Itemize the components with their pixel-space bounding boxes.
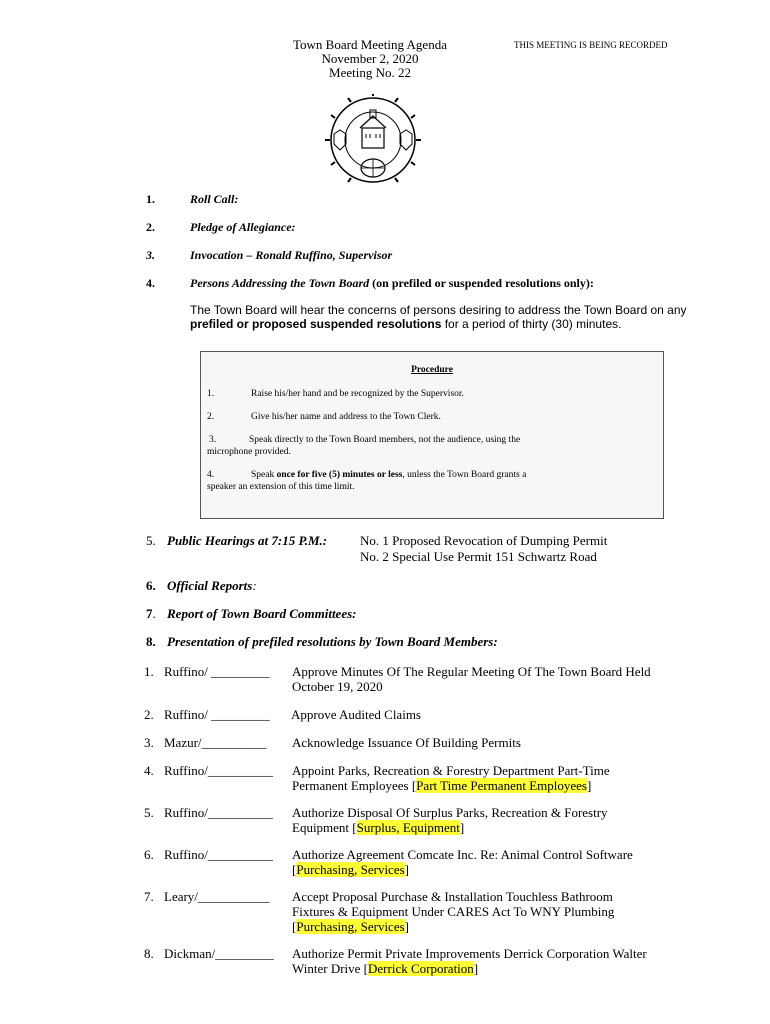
item-4-heading bbox=[190, 276, 594, 291]
item-4-title: Persons Addressing the Town Board bbox=[190, 276, 370, 290]
resolution-8-line-2-text: Winter Drive [ bbox=[292, 961, 369, 976]
resolution-5-line-1: Authorize Disposal Of Surplus Parks, Recreation & Forestry bbox=[292, 805, 608, 820]
resolution-4-line-2-text: Permanent Employees [ bbox=[292, 778, 417, 793]
public-hearing-1: No. 1 Proposed Revocation of Dumping Permit bbox=[360, 533, 608, 548]
resolution-6-tag: Purchasing, Services bbox=[296, 862, 405, 877]
resolution-7-number: 7. bbox=[144, 889, 154, 904]
resolution-7-sponsor: Leary/___________ bbox=[164, 889, 270, 904]
intro-paragraph bbox=[190, 303, 720, 331]
item-3-number: 3. bbox=[146, 248, 155, 262]
item-1-number: 1. bbox=[146, 192, 155, 206]
resolution-1-sponsor: Ruffino/ _________ bbox=[164, 664, 270, 679]
resolution-4-sponsor: Ruffino/__________ bbox=[164, 763, 273, 778]
meeting-number: Meeting No. 22 bbox=[329, 65, 411, 80]
resolution-4-line-1: Appoint Parks, Recreation & Forestry Department Part-Time bbox=[292, 763, 610, 778]
resolution-4-number: 4. bbox=[144, 763, 154, 778]
procedure-step-1-number: 1. bbox=[207, 389, 215, 399]
resolution-4-line-2 bbox=[292, 778, 591, 793]
resolution-1-line-1: Approve Minutes Of The Regular Meeting Of The Town Board Held bbox=[292, 664, 651, 679]
resolution-5-number: 5. bbox=[144, 805, 154, 820]
resolution-2-line-1: Approve Audited Claims bbox=[291, 707, 421, 722]
procedure-title: Procedure bbox=[411, 365, 453, 375]
procedure-box bbox=[200, 351, 664, 519]
resolution-7-close: ] bbox=[404, 919, 409, 934]
procedure-step-4-number: 4. bbox=[207, 470, 215, 480]
item-2-title: Pledge of Allegiance: bbox=[190, 220, 296, 234]
step-4-post: , unless the Town Board grants a bbox=[402, 470, 527, 480]
resolution-8-line-1: Authorize Permit Private Improvements Derrick Corporation Walter bbox=[292, 946, 647, 961]
resolution-7-line-2: Fixtures & Equipment Under CARES Act To WNY Plumbing bbox=[292, 904, 615, 919]
resolution-6-sponsor: Ruffino/__________ bbox=[164, 847, 273, 862]
resolution-7-line-3-text: [ bbox=[292, 919, 297, 934]
procedure-step-2-number: 2. bbox=[207, 412, 215, 422]
step-4-pre: Speak bbox=[251, 470, 277, 480]
step-4-bold: once for five (5) minutes or less bbox=[276, 470, 403, 480]
section-6-colon: : bbox=[252, 578, 257, 593]
item-4-number: 4. bbox=[146, 276, 155, 290]
resolution-3-sponsor: Mazur/__________ bbox=[164, 735, 267, 750]
section-7-num: 7 bbox=[146, 606, 153, 621]
procedure-step-3-number: 3. bbox=[209, 435, 217, 445]
section-6-number: 6. bbox=[146, 578, 156, 593]
resolution-4-tag: Part Time Permanent Employees bbox=[416, 778, 587, 793]
item-1-title: Roll Call: bbox=[190, 192, 239, 206]
resolution-4-close: ] bbox=[586, 778, 592, 793]
resolution-6-close: ] bbox=[404, 862, 409, 877]
resolution-3-number: 3. bbox=[144, 735, 154, 750]
resolution-5-line-2-text: Equipment [ bbox=[292, 820, 357, 835]
resolution-5-line-2 bbox=[292, 820, 464, 835]
agenda-date: November 2, 2020 bbox=[321, 51, 419, 66]
resolution-2-sponsor: Ruffino/ _________ bbox=[164, 707, 270, 722]
resolution-5-sponsor: Ruffino/__________ bbox=[164, 805, 273, 820]
public-hearing-2: No. 2 Special Use Permit 151 Schwartz Road bbox=[360, 549, 597, 564]
procedure-step-3-cont: microphone provided. bbox=[207, 447, 291, 457]
item-4-suffix: (on prefiled or suspended resolutions only): bbox=[369, 276, 594, 290]
intro-bold: prefiled or proposed suspended resolutions bbox=[190, 317, 442, 331]
procedure-step-1: Raise his/her hand and be recognized by the Supervisor. bbox=[251, 389, 464, 399]
resolution-6-number: 6. bbox=[144, 847, 154, 862]
resolution-7-tag: Purchasing, Services bbox=[296, 919, 405, 934]
resolution-5-close: ] bbox=[459, 820, 465, 835]
resolution-1-line-2: October 19, 2020 bbox=[292, 679, 383, 694]
section-7-dot: . bbox=[152, 606, 156, 621]
resolution-3-line-1: Acknowledge Issuance Of Building Permits bbox=[292, 735, 521, 750]
resolution-2-number: 2. bbox=[144, 707, 154, 722]
section-5-number: 5. bbox=[146, 533, 156, 548]
section-8-title: Presentation of prefiled resolutions by Town Board Members: bbox=[167, 634, 498, 649]
resolution-6-line-1: Authorize Agreement Comcate Inc. Re: Animal Control Software bbox=[292, 847, 633, 862]
item-3-title: Invocation – Ronald Ruffino, Supervisor bbox=[190, 248, 393, 262]
intro-text-1: The Town Board will hear the concerns of persons desiring to address the Town Board on any bbox=[190, 303, 687, 317]
procedure-step-4 bbox=[251, 469, 526, 481]
section-6-title: Official Reports bbox=[167, 578, 253, 593]
resolution-7-line-1: Accept Proposal Purchase & Installation Touchless Bathroom bbox=[292, 889, 613, 904]
procedure-step-3: Speak directly to the Town Board members, not the audience, using the bbox=[249, 435, 521, 445]
section-7-number bbox=[146, 606, 156, 621]
agenda-title: Town Board Meeting Agenda bbox=[293, 37, 447, 52]
resolution-8-close: ] bbox=[473, 961, 479, 976]
section-5-title: Public Hearings at 7:15 P.M.: bbox=[167, 533, 328, 548]
resolution-7-line-3 bbox=[292, 919, 409, 934]
section-7-title: Report of Town Board Committees: bbox=[167, 606, 357, 621]
section-8-number: 8. bbox=[146, 634, 156, 649]
resolution-6-line-2-text: [ bbox=[292, 862, 297, 877]
resolution-8-sponsor: Dickman/_________ bbox=[164, 946, 274, 961]
resolution-1-number: 1. bbox=[144, 664, 154, 679]
resolution-8-number: 8. bbox=[144, 946, 154, 961]
procedure-step-2: Give his/her name and address to the Town Clerk. bbox=[251, 412, 441, 422]
item-2-number: 2. bbox=[146, 220, 155, 234]
intro-text-2: for a period of thirty (30) minutes. bbox=[441, 317, 622, 331]
resolution-5-tag: Surplus, Equipment bbox=[356, 820, 460, 835]
town-seal-icon bbox=[312, 94, 434, 192]
resolution-8-line-2 bbox=[292, 961, 478, 976]
resolution-6-line-2 bbox=[292, 862, 409, 877]
recorded-notice: THIS MEETING IS BEING RECORDED bbox=[514, 40, 668, 50]
resolution-8-tag: Derrick Corporation bbox=[368, 961, 474, 976]
section-6-heading bbox=[167, 578, 257, 593]
procedure-step-4-cont: speaker an extension of this time limit. bbox=[207, 482, 355, 492]
